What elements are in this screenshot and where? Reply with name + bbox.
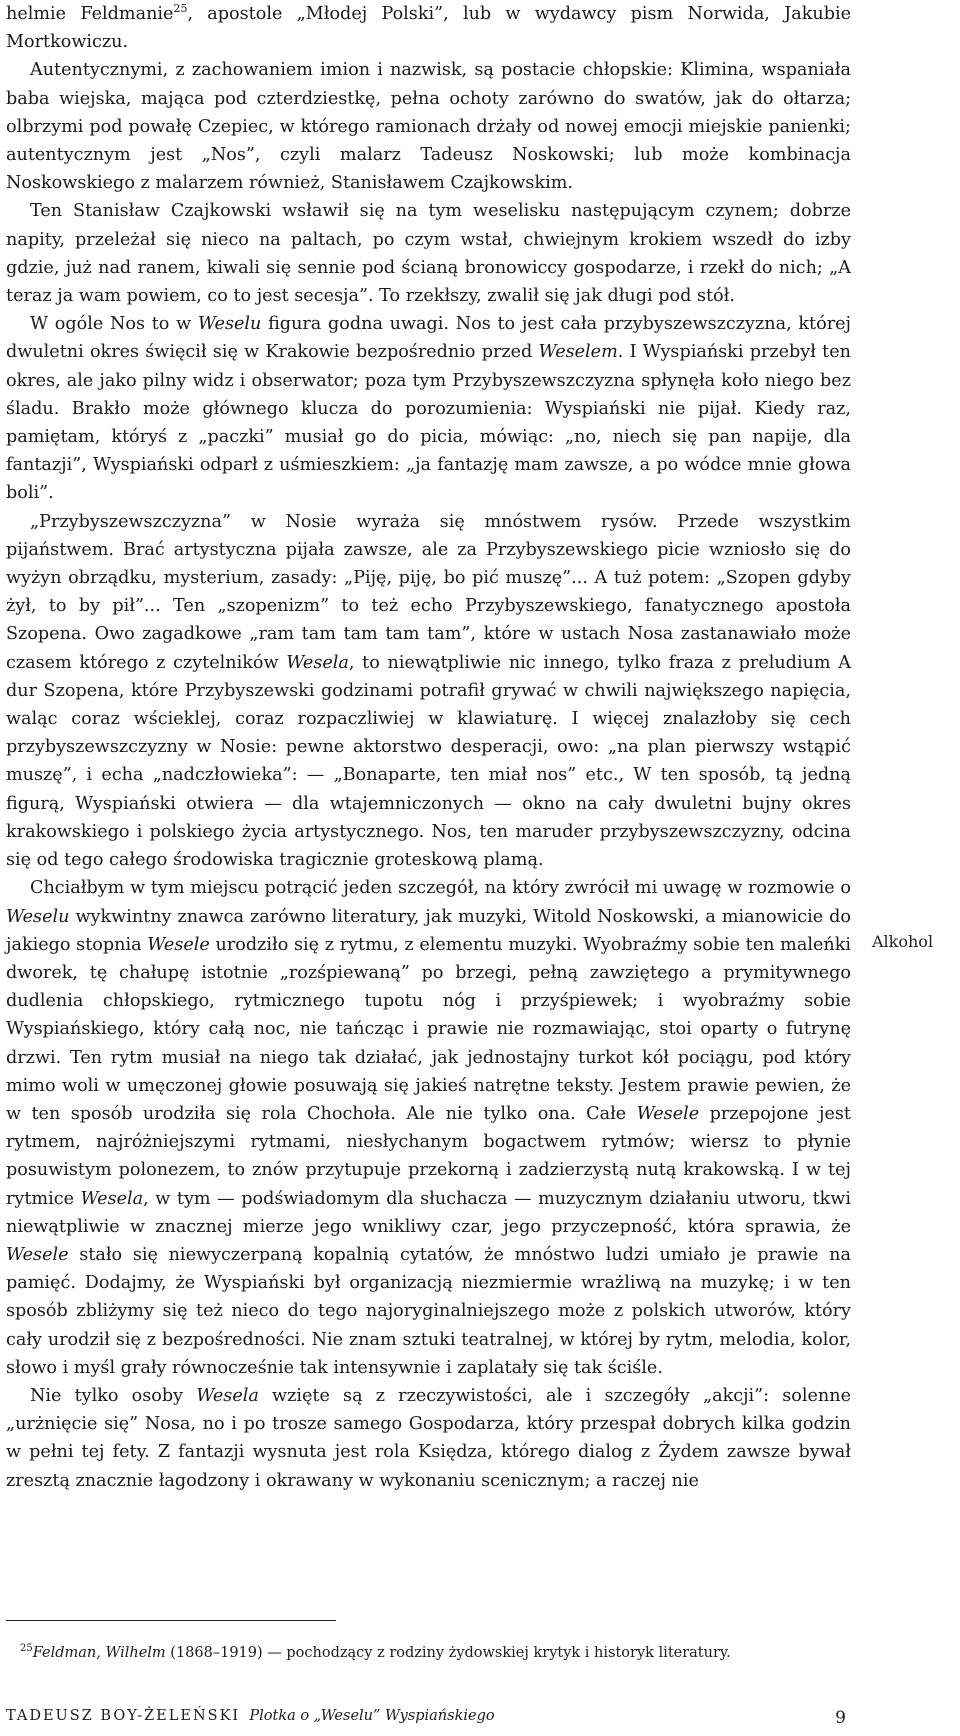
text-run: helmie Feldmanie	[6, 4, 174, 24]
page-footer	[6, 1708, 846, 1728]
text-run: urodziło się z rytmu, z elementu muzyki. Wyobraźmy sobie ten maleńki dworek, tę chałupę istotnie „rozśpiewaną” po brzegi, pełną zawziętego a prymitywnego dudlenia chłopskiego, rytmicznego tupotu nóg i przyśpiewek; i wyobraźmy sobie Wyspiańskiego, który całą noc, nie tańcząc i prawie nie rozmawiając, stoi oparty o futrynę drzwi. Ten rytm musiał na niego tak działać, jak jednostajny turkot kół pociągu, pod który mimo woli w umęczonej głowie posuwają się jakieś natrętne teksty. Jestem prawie pewien, że w ten sposób urodziła się rola Chochoła. Ale nie tylko ona. Całe	[6, 934, 852, 1124]
text-run: wykwintny znawca zarówno literatury, jak muzyki, Witold Noskowski, a mianowicie do jakiego stopnia	[6, 906, 851, 955]
paragraph	[6, 56, 851, 197]
italic-title: Weselem	[538, 342, 618, 363]
footnote-number: 25	[20, 1643, 33, 1655]
text-run: (1868–1919) — pochodzący z rodziny żydowskiej krytyk i historyk literatury.	[165, 1645, 731, 1661]
italic-title: Wesele	[636, 1103, 700, 1124]
paragraph	[6, 1382, 851, 1495]
footer-author: TADEUSZ BOY-ŻELEŃSKI	[6, 1708, 241, 1724]
italic-title: Wesele	[147, 934, 210, 955]
italic-title: Feldman, Wilhelm	[32, 1645, 166, 1661]
italic-title: Weselu	[197, 314, 262, 335]
italic-title: Wesela	[286, 652, 349, 673]
text-run: przepojone jest rytmem, najróżniejszymi rytmami, niesłychanym bogactwem rytmów; wiersz to płynie posuwistym polonezem, to znów przytupuje przekorną i zadzierzystą nutą krakowską. I w tej rytmice	[6, 1103, 851, 1209]
italic-title: Wesela	[80, 1188, 144, 1209]
main-text	[6, 0, 851, 1495]
paragraph	[6, 310, 851, 507]
text-run: Chciałbym w tym miejscu potrącić jeden szczegół, na który zwrócił mi uwagę w rozmowie o	[30, 878, 851, 899]
text-run: , to niewątpliwie nic innego, tylko fraza z preludium A dur Szopena, które Przybyszewski godzinami potrafił grywać w chwili największego napięcia, waląc coraz wścieklej, coraz rozpaczliwiej w klawiaturę. I więcej znalazłoby się cech przybyszewszczyzny w Nosie: pewne aktorstwo desperacji, owo: „na plan pierwszy wstąpić muszę”, i echa „nadczłowieka”: — „Bonaparte, ten miał nos” etc., W ten sposób, tą jedną figurą, Wyspiański otwiera — dla wtajemniczonych — okno na cały dwuletni bujny okres krakowskiego i polskiego życia artystycznego. Nos, ten maruder przybyszewszczyzny, odcina się od tego całego środowiska tragicznie groteskową plamą.	[6, 652, 851, 871]
margin-note: Alkohol	[872, 932, 934, 951]
text-run: , apostole „Młodej Polski”, lub w wydawcy pism Norwida, Jakubie Mortkowiczu.	[6, 4, 851, 53]
text-run: Nie tylko osoby	[30, 1385, 197, 1406]
text-run: „Przybyszewszczyzna” w Nosie wyraża się mnóstwem rysów. Przede wszystkim pijaństwem. Brać artystyczna pijała zawsze, ale za Przybyszewskiego picie wzniosło się do wyżyn obrządku, mysterium, zasady: „Piję, piję, bo pić muszę”... A tuż potem: „Szopen gdyby żył, to by pił”... Ten „szopenizm” to też echo Przybyszewskiego, fanatycznego apostoła Szopena. Owo zagadkowe „ram tam tam tam tam”, które w ustach Nosa zastanawiało może czasem którego z czytelników	[6, 511, 851, 673]
text-run: figura godna uwagi. Nos to jest cała przybyszewszczyzna, której dwuletni okres święcił się w Krakowie bezpośrednio przed	[6, 314, 851, 363]
text-run: , w tym — podświadomym dla słuchacza — muzycznym działaniu utworu, tkwi niewątpliwie w znacznej mierze jego wnikliwy czar, jego przyczepność, która sprawia, że	[6, 1188, 851, 1237]
text-run: . I Wyspiański przebył ten okres, ale jako pilny widz i obserwator; poza tym Przybyszewszczyzna spłynęła koło niego bez śladu. Brakło może głównego klucza do porozumienia: Wyspiański nie pijał. Kiedy raz, pamiętam, któryś z „paczki” musiał go do picia, mówiąc: „no, niech się pan napije, dla fantazji”, Wyspiański odparł z uśmieszkiem: „ja fantazję mam zawsze, a po wódce mnie głowa boli”.	[6, 342, 851, 504]
text-run: stało się niewyczerpaną kopalnią cytatów, że mnóstwo ludzi umiało je prawie na pamięć. Dodajmy, że Wyspiański był organizacją niezmiermie wrażliwą na muzykę; i w ten sposób zbliżymy się też nieco do tego najoryginalniejszego może z polskich utworów, który cały urodził się z bezpośredności. Nie znam sztuki teatralnej, w której by rytm, melodia, kolor, słowo i myśl grały równocześnie tak intensywnie i zaplatały się tak ściśle.	[6, 1244, 851, 1378]
text-run: W ogóle Nos to w	[30, 314, 198, 335]
paragraph	[6, 874, 851, 1382]
paragraph	[6, 0, 851, 56]
paragraph	[6, 508, 851, 875]
footnote-ref: 25	[173, 2, 188, 16]
text-run: Ten Stanisław Czajkowski wsławił się na tym weselisku następującym czynem; dobrze napity, przeleżał się nieco na paltach, po czym wstał, chwiejnym krokiem wszedł do izby gdzie, już nad ranem, kiwali się sennie pod ścianą bronowiccy gospodarze, i rzekł do nich; „A teraz ja wam powiem, co to jest secesja”. To rzekłszy, zwalił się jak długi pod stół.	[6, 201, 851, 307]
footnote-rule	[6, 1620, 336, 1621]
italic-title: Weselu	[6, 906, 70, 927]
page-number: 9	[835, 1708, 846, 1728]
footnote	[20, 1642, 840, 1664]
italic-title: Wesele	[6, 1244, 69, 1265]
text-run: wzięte są z rzeczywistości, ale i szczegóły „akcji”: solenne „urżnięcie się” Nosa, no i po trosze samego Gospodarza, który przespał dobrych kilka godzin w pełni tej fety. Z fantazji wysnuta jest rola Księdza, którego dialog z Żydem zawsze bywał zresztą znacznie łagodzony i okrawany w wykonaniu scenicznym; a raczej nie	[6, 1385, 851, 1491]
paragraph	[6, 197, 851, 310]
text-run: Autentycznymi, z zachowaniem imion i nazwisk, są postacie chłopskie: Klimina, wspaniała baba wiejska, mająca pod czterdziestkę, pełna ochoty zarówno do swatów, jak do ołtarza; olbrzymi pod powałę Czepiec, w którego ramionach drżały od nowej emocji miejskie panienki; autentycznym jest „Nos”, czyli malarz Tadeusz Noskowski; lub może kombinacja Noskowskiego z malarzem również, Stanisławem Czajkowskim.	[6, 60, 851, 194]
italic-title: Wesela	[196, 1385, 259, 1406]
footer-title: Plotka o „Weselu” Wyspiańskiego	[249, 1708, 495, 1724]
